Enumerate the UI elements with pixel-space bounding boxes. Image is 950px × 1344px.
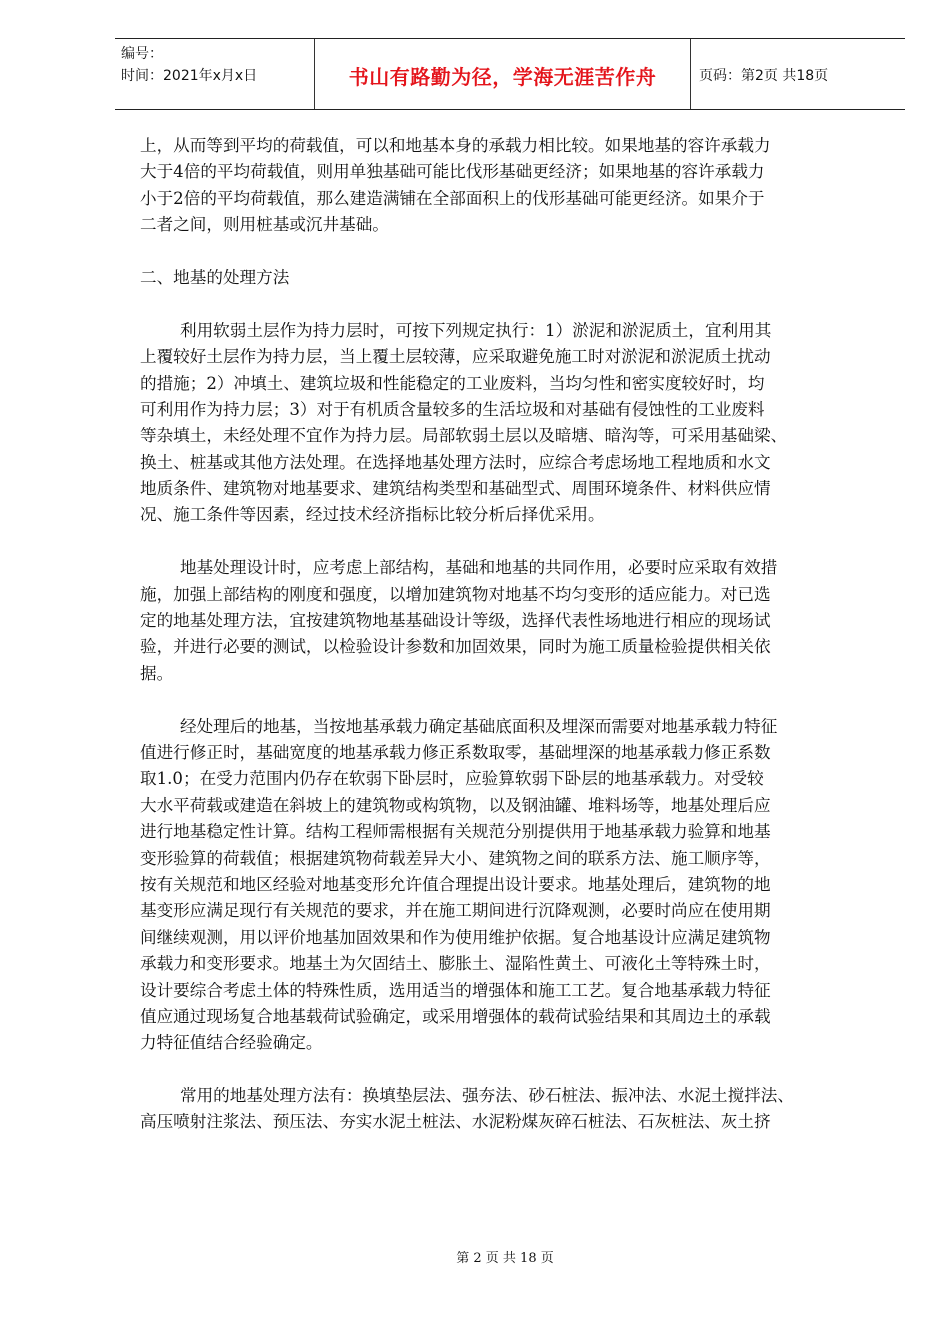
paragraph [140,1083,880,1136]
header-page-label: 页码：第2页 共18页 [699,68,829,84]
text-line: 间继续观测，用以评价地基加固效果和作为使用维护依据。复合地基设计应满足建筑物 [140,927,771,947]
text-line: 值应通过现场复合地基载荷试验确定，或采用增强体的载荷试验结果和其周边土的承载 [140,1006,771,1026]
text-line: 二者之间，则用桩基或沉井基础。 [140,215,389,235]
text-line: 定的地基处理方法，宜按建筑物地基基础设计等级，选择代表性场地进行相应的现场试 [140,611,771,631]
text-line: 可利用作为持力层；3）对于有机质含量较多的生活垃圾和对基础有侵蚀性的工业废料 [140,399,765,419]
text-line: 小于2倍的平均荷载值，那么建造满铺在全部面积上的伐形基础可能更经济。如果介于 [140,188,765,208]
text-line: 验，并进行必要的测试，以检验设计参数和加固效果，同时为施工质量检验提供相关依 [140,637,771,657]
header-meta-cell [115,39,315,109]
paragraph [140,318,880,529]
text-line: 换土、桩基或其他方法处理。在选择地基处理方法时，应综合考虑场地工程地质和水文 [140,452,771,472]
text-line: 设计要综合考虑土体的特殊性质，选用适当的增强体和施工工艺。复合地基承载力特征 [140,980,771,1000]
text-line: 力特征值结合经验确定。 [140,1033,323,1053]
text-line: 上，从而等到平均的荷载值，可以和地基本身的承载力相比较。如果地基的容许承载力 [140,136,771,155]
text-line: 变形验算的荷载值；根据建筑物荷载差异大小、建筑物之间的联系方法、施工顺序等， [140,848,771,868]
text-line: 承载力和变形要求。地基土为欠固结土、膨胀土、湿陷性黄土、可液化土等特殊土时， [140,954,771,974]
text-line: 进行地基稳定性计算。结构工程师需根据有关规范分别提供用于地基承载力验算和地基 [140,822,771,842]
text-line: 高压喷射注浆法、预压法、夯实水泥土桩法、水泥粉煤灰碎石桩法、石灰桩法、灰土挤 [140,1112,771,1132]
text-line: 大于4倍的平均荷载值，则用单独基础可能比伐形基础更经济；如果地基的容许承载力 [140,162,765,182]
text-line: 利用软弱土层作为持力层时，可按下列规定执行：1）淤泥和淤泥质土，宜利用其 [180,320,772,340]
text-line: 地基处理设计时，应考虑上部结构，基础和地基的共同作用，必要时应采取有效措 [180,558,778,578]
paragraph [140,265,880,291]
header-motto-cell [315,39,691,109]
text-line: 上覆较好土层作为持力层，当上覆土层较薄，应采取避免施工时对淤泥和淤泥质土扰动 [140,347,771,367]
text-line: 大水平荷载或建造在斜坡上的建筑物或构筑物，以及钢油罐、堆料场等，地基处理后应 [140,795,771,815]
paragraph [140,133,880,239]
header-motto: 书山有路勤为径，学海无涯苦作舟 [348,65,657,89]
document-number-label: 编号： [121,46,163,62]
text-line: 据。 [140,663,174,683]
text-line: 按有关规范和地区经验对地基变形允许值合理提出设计要求。地基处理后，建筑物的地 [140,874,771,894]
text-line: 施，加强上部结构的刚度和强度，以增加建筑物对地基不均匀变形的适应能力。对已选 [140,584,771,604]
header-page-cell [691,39,905,109]
text-line: 二、地基的处理方法 [140,267,290,287]
text-line: 经处理后的地基，当按地基承载力确定基础底面积及埋深而需要对地基承载力特征 [180,716,778,736]
document-body [140,133,880,1162]
text-line: 等杂填土，未经处理不宜作为持力层。局部软弱土层以及暗塘、暗沟等，可采用基础梁、 [140,426,788,446]
paragraph [140,714,880,1057]
text-line: 取1.0；在受力范围内仍存在软弱下卧层时，应验算软弱下卧层的地基承载力。对受较 [140,769,764,789]
text-line: 况、施工条件等因素，经过技术经济指标比较分析后择优采用。 [140,505,605,525]
document-date-label: 时间：2021年x月x日 [121,68,258,84]
paragraph [140,555,880,687]
page-header [115,38,905,110]
text-line: 值进行修正时，基础宽度的地基承载力修正系数取零，基础埋深的地基承载力修正系数 [140,742,771,762]
text-line: 地质条件、建筑物对地基要求、建筑结构类型和基础型式、周围环境条件、材料供应情 [140,479,771,499]
text-line: 基变形应满足现行有关规范的要求，并在施工期间进行沉降观测，必要时尚应在使用期 [140,901,771,921]
text-line: 的措施；2）冲填土、建筑垃圾和性能稳定的工业废料，当均匀性和密实度较好时，均 [140,373,765,393]
page-footer: 第 2 页 共 18 页 [456,1251,554,1266]
text-line: 常用的地基处理方法有：换填垫层法、强夯法、砂石桩法、振冲法、水泥土搅拌法、 [180,1086,794,1106]
